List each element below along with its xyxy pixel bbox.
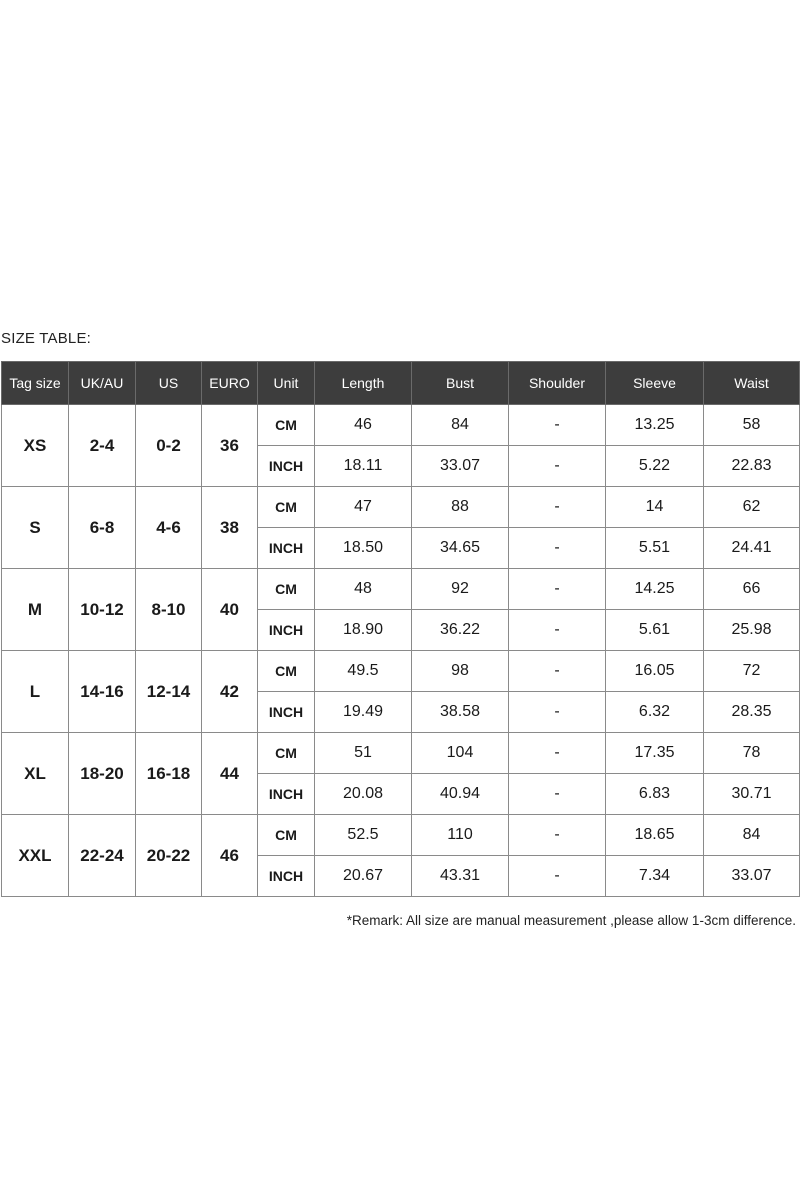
shoulder-cell: - bbox=[509, 610, 606, 651]
waist-cell: 28.35 bbox=[704, 692, 800, 733]
shoulder-cell: - bbox=[509, 528, 606, 569]
bust-cell: 36.22 bbox=[412, 610, 509, 651]
table-row-xs-cm bbox=[2, 405, 800, 446]
shoulder-cell: - bbox=[509, 733, 606, 774]
waist-cell: 66 bbox=[704, 569, 800, 610]
length-cell: 46 bbox=[315, 405, 412, 446]
uk-au-cell: 22-24 bbox=[69, 815, 136, 897]
euro-cell: 44 bbox=[202, 733, 258, 815]
table-row-s-cm bbox=[2, 487, 800, 528]
waist-cell: 25.98 bbox=[704, 610, 800, 651]
table-row-m-cm bbox=[2, 569, 800, 610]
header-tag-size: Tag size bbox=[2, 362, 69, 405]
unit-cell: CM bbox=[258, 487, 315, 528]
uk-au-cell: 6-8 bbox=[69, 487, 136, 569]
size-table-title: SIZE TABLE: bbox=[1, 330, 92, 347]
unit-cell: INCH bbox=[258, 446, 315, 487]
bust-cell: 84 bbox=[412, 405, 509, 446]
shoulder-cell: - bbox=[509, 446, 606, 487]
table-row-l-cm bbox=[2, 651, 800, 692]
remark-note: *Remark: All size are manual measurement ,please allow 1-3cm difference. bbox=[346, 913, 796, 928]
header-bust: Bust bbox=[412, 362, 509, 405]
euro-cell: 38 bbox=[202, 487, 258, 569]
waist-cell: 78 bbox=[704, 733, 800, 774]
euro-cell: 42 bbox=[202, 651, 258, 733]
header-row bbox=[2, 362, 800, 405]
unit-cell: CM bbox=[258, 651, 315, 692]
length-cell: 52.5 bbox=[315, 815, 412, 856]
length-cell: 18.11 bbox=[315, 446, 412, 487]
sleeve-cell: 18.65 bbox=[606, 815, 704, 856]
bust-cell: 34.65 bbox=[412, 528, 509, 569]
us-cell: 20-22 bbox=[136, 815, 202, 897]
tag-size-cell: L bbox=[2, 651, 69, 733]
shoulder-cell: - bbox=[509, 487, 606, 528]
tag-size-cell: XS bbox=[2, 405, 69, 487]
table-row-xxl-cm bbox=[2, 815, 800, 856]
uk-au-cell: 10-12 bbox=[69, 569, 136, 651]
uk-au-cell: 2-4 bbox=[69, 405, 136, 487]
shoulder-cell: - bbox=[509, 856, 606, 897]
shoulder-cell: - bbox=[509, 405, 606, 446]
waist-cell: 72 bbox=[704, 651, 800, 692]
length-cell: 20.08 bbox=[315, 774, 412, 815]
header-euro: EURO bbox=[202, 362, 258, 405]
us-cell: 0-2 bbox=[136, 405, 202, 487]
sleeve-cell: 13.25 bbox=[606, 405, 704, 446]
us-cell: 8-10 bbox=[136, 569, 202, 651]
tag-size-cell: S bbox=[2, 487, 69, 569]
unit-cell: INCH bbox=[258, 610, 315, 651]
uk-au-cell: 18-20 bbox=[69, 733, 136, 815]
length-cell: 18.50 bbox=[315, 528, 412, 569]
sleeve-cell: 6.83 bbox=[606, 774, 704, 815]
unit-cell: INCH bbox=[258, 774, 315, 815]
length-cell: 51 bbox=[315, 733, 412, 774]
length-cell: 48 bbox=[315, 569, 412, 610]
bust-cell: 43.31 bbox=[412, 856, 509, 897]
header-waist: Waist bbox=[704, 362, 800, 405]
bust-cell: 88 bbox=[412, 487, 509, 528]
tag-size-cell: XL bbox=[2, 733, 69, 815]
header-length: Length bbox=[315, 362, 412, 405]
bust-cell: 98 bbox=[412, 651, 509, 692]
header-uk-au: UK/AU bbox=[69, 362, 136, 405]
waist-cell: 24.41 bbox=[704, 528, 800, 569]
sleeve-cell: 17.35 bbox=[606, 733, 704, 774]
sleeve-cell: 14.25 bbox=[606, 569, 704, 610]
waist-cell: 30.71 bbox=[704, 774, 800, 815]
bust-cell: 104 bbox=[412, 733, 509, 774]
length-cell: 19.49 bbox=[315, 692, 412, 733]
header-unit: Unit bbox=[258, 362, 315, 405]
sleeve-cell: 7.34 bbox=[606, 856, 704, 897]
us-cell: 12-14 bbox=[136, 651, 202, 733]
length-cell: 47 bbox=[315, 487, 412, 528]
sleeve-cell: 5.22 bbox=[606, 446, 704, 487]
header-shoulder: Shoulder bbox=[509, 362, 606, 405]
us-cell: 16-18 bbox=[136, 733, 202, 815]
waist-cell: 84 bbox=[704, 815, 800, 856]
sleeve-cell: 5.61 bbox=[606, 610, 704, 651]
waist-cell: 33.07 bbox=[704, 856, 800, 897]
us-cell: 4-6 bbox=[136, 487, 202, 569]
shoulder-cell: - bbox=[509, 651, 606, 692]
waist-cell: 58 bbox=[704, 405, 800, 446]
shoulder-cell: - bbox=[509, 569, 606, 610]
length-cell: 20.67 bbox=[315, 856, 412, 897]
unit-cell: CM bbox=[258, 815, 315, 856]
length-cell: 49.5 bbox=[315, 651, 412, 692]
bust-cell: 110 bbox=[412, 815, 509, 856]
bust-cell: 33.07 bbox=[412, 446, 509, 487]
tag-size-cell: XXL bbox=[2, 815, 69, 897]
unit-cell: CM bbox=[258, 569, 315, 610]
shoulder-cell: - bbox=[509, 815, 606, 856]
header-us: US bbox=[136, 362, 202, 405]
unit-cell: INCH bbox=[258, 856, 315, 897]
sleeve-cell: 5.51 bbox=[606, 528, 704, 569]
bust-cell: 92 bbox=[412, 569, 509, 610]
waist-cell: 22.83 bbox=[704, 446, 800, 487]
unit-cell: CM bbox=[258, 405, 315, 446]
size-table-header bbox=[2, 362, 800, 405]
header-sleeve: Sleeve bbox=[606, 362, 704, 405]
unit-cell: INCH bbox=[258, 528, 315, 569]
bust-cell: 38.58 bbox=[412, 692, 509, 733]
euro-cell: 46 bbox=[202, 815, 258, 897]
unit-cell: INCH bbox=[258, 692, 315, 733]
sleeve-cell: 14 bbox=[606, 487, 704, 528]
shoulder-cell: - bbox=[509, 774, 606, 815]
bust-cell: 40.94 bbox=[412, 774, 509, 815]
euro-cell: 40 bbox=[202, 569, 258, 651]
uk-au-cell: 14-16 bbox=[69, 651, 136, 733]
sleeve-cell: 6.32 bbox=[606, 692, 704, 733]
tag-size-cell: M bbox=[2, 569, 69, 651]
euro-cell: 36 bbox=[202, 405, 258, 487]
size-table-body bbox=[2, 405, 800, 897]
shoulder-cell: - bbox=[509, 692, 606, 733]
table-row-xl-cm bbox=[2, 733, 800, 774]
size-table bbox=[1, 361, 800, 897]
sleeve-cell: 16.05 bbox=[606, 651, 704, 692]
length-cell: 18.90 bbox=[315, 610, 412, 651]
waist-cell: 62 bbox=[704, 487, 800, 528]
unit-cell: CM bbox=[258, 733, 315, 774]
